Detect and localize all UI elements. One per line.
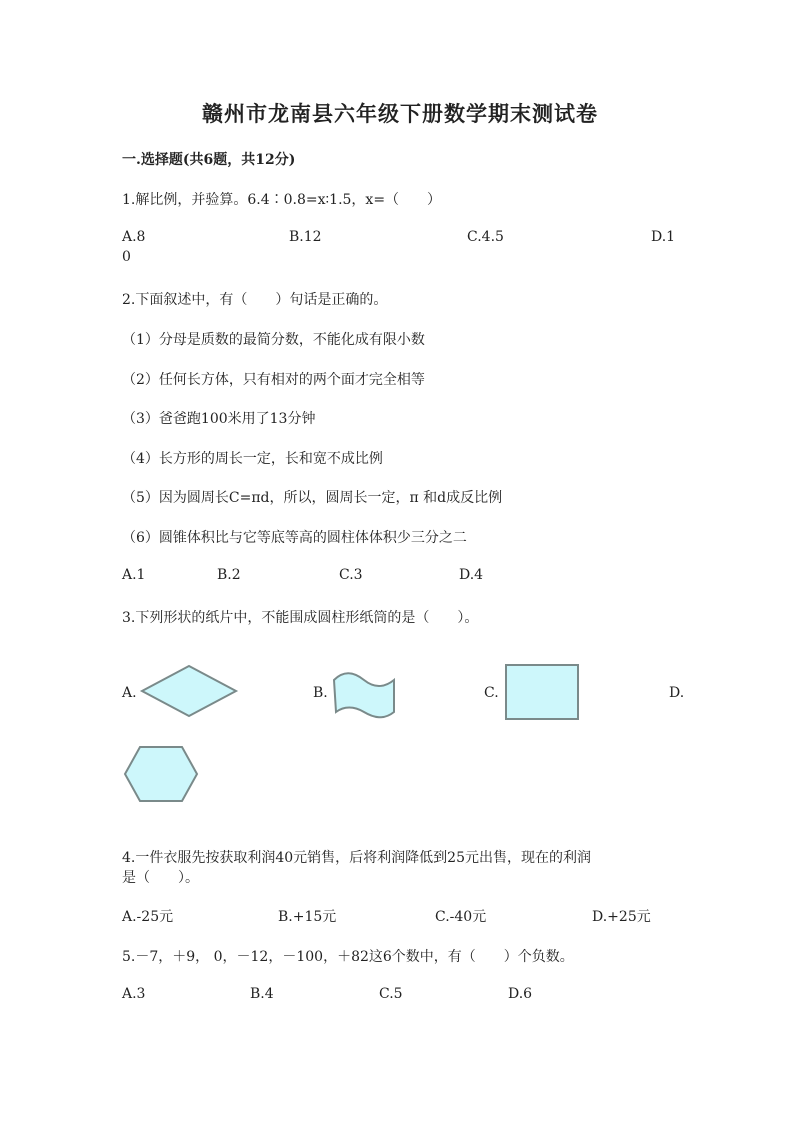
q2-statement-5: （5）因为圆周长C=πd，所以，圆周长一定，π 和d成反比例 [122,490,503,506]
q2-statement-4: （4）长方形的周长一定，长和宽不成比例 [122,451,383,467]
q1-option-d[interactable]: D.1 [651,229,676,245]
q2-statement-1: （1）分母是质数的最简分数，不能化成有限小数 [122,332,425,348]
q4-option-a[interactable]: A.-25元 [122,909,174,925]
q3-option-c[interactable]: C. [484,685,499,701]
rhombus-shape [138,662,240,720]
page-title: 赣州市龙南县六年级下册数学期末测试卷 [202,101,598,126]
q2-statement-2: （2）任何长方体，只有相对的两个面才完全相等 [122,372,425,388]
hexagon-shape [122,744,200,804]
q2-option-a[interactable]: A.1 [122,567,146,583]
q1-option-a[interactable]: A.8 [122,229,146,245]
q2-option-b[interactable]: B.2 [217,567,241,583]
q4-option-d[interactable]: D.+25元 [592,909,651,925]
q4-option-c[interactable]: C.-40元 [435,909,487,925]
q2-statement-6: （6）圆锥体积比与它等底等高的圆柱体体积少三分之二 [122,530,467,546]
q1-option-c[interactable]: C.4.5 [467,229,504,245]
q1-option-b[interactable]: B.12 [289,229,322,245]
q4-stem-line2: 是（ ）。 [122,870,199,886]
q2-statement-3: （3）爸爸跑100米用了13分钟 [122,411,316,427]
q2-option-d[interactable]: D.4 [459,567,484,583]
q4-option-b[interactable]: B.+15元 [278,909,337,925]
q2-stem: 2.下面叙述中，有（ ）句话是正确的。 [122,292,388,308]
q5-option-d[interactable]: D.6 [508,986,533,1002]
q5-option-b[interactable]: B.4 [250,986,274,1002]
q1-stem: 1.解比例，并验算。6.4∶0.8=x∶1.5，x=（ ） [122,192,442,208]
q5-stem: 5.－7，＋9， 0，－12，－100，＋82这6个数中，有（ ）个负数。 [122,949,574,965]
q3-option-b[interactable]: B. [313,685,328,701]
q2-option-c[interactable]: C.3 [339,567,363,583]
q5-option-a[interactable]: A.3 [122,986,146,1002]
q5-option-c[interactable]: C.5 [379,986,403,1002]
q3-option-d[interactable]: D. [669,685,685,701]
q3-option-a[interactable]: A. [122,685,137,701]
section-heading: 一.选择题(共6题，共12分) [122,152,296,168]
rectangle-shape [504,663,580,721]
wavy-parallelogram-shape [330,668,398,720]
q3-stem: 3.下列形状的纸片中，不能围成圆柱形纸筒的是（ ）。 [122,610,479,626]
q4-stem-line1: 4.一件衣服先按获取利润40元销售，后将利润降低到25元出售，现在的利润 [122,850,591,866]
q1-option-d-wrap: 0 [122,249,131,265]
